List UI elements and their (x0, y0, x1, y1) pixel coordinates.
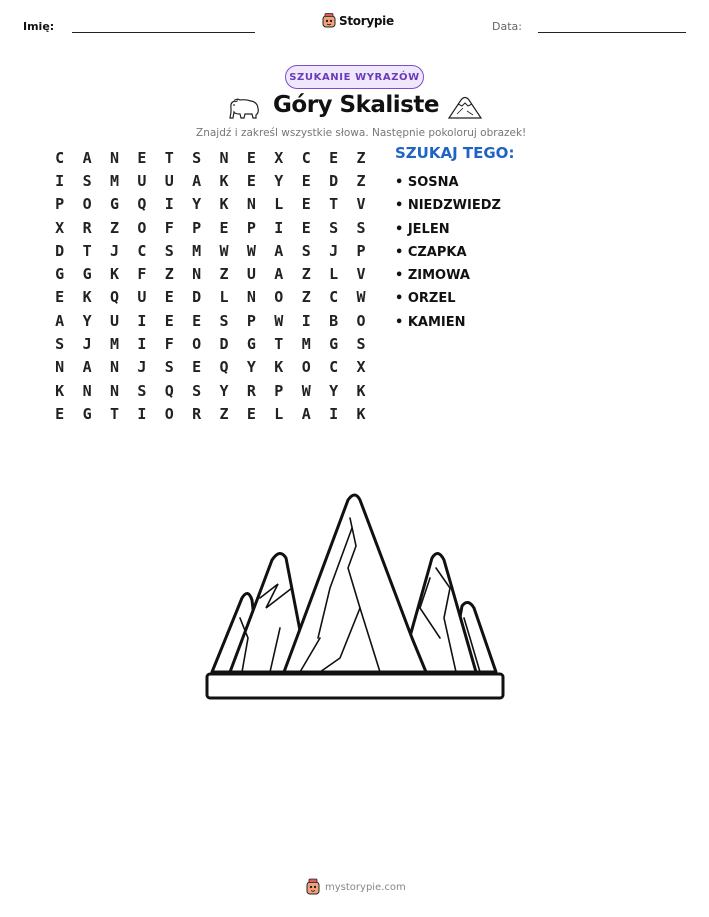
grid-cell: A (192, 171, 202, 190)
grid-cell: O (356, 311, 366, 330)
grid-cell: E (246, 171, 256, 190)
grid-cell: T (164, 148, 174, 167)
grid-cell: P (246, 218, 256, 237)
grid-row (46, 286, 376, 309)
grid-cell: U (246, 265, 256, 284)
grid-cell: E (301, 195, 311, 214)
grid-cell: W (246, 241, 256, 260)
word-list-item: • CZAPKA (395, 244, 467, 260)
grid-cell: U (109, 311, 119, 330)
grid-cell: P (192, 218, 202, 237)
grid-cell: L (274, 404, 284, 423)
grid-cell: O (82, 195, 92, 214)
grid-cell: P (356, 241, 366, 260)
storypie-logo-icon (322, 13, 336, 29)
grid-cell: F (164, 218, 174, 237)
grid-cell: N (109, 358, 119, 377)
activity-badge: SZUKANIE WYRAZÓW (285, 65, 424, 89)
grid-cell: C (329, 358, 339, 377)
grid-cell: E (192, 358, 202, 377)
grid-cell: R (192, 404, 202, 423)
date-field-line (538, 32, 686, 33)
grid-cell: K (55, 381, 65, 400)
name-label: Imię: (23, 20, 55, 33)
grid-cell: G (109, 195, 119, 214)
grid-cell: A (274, 241, 284, 260)
grid-cell: Y (82, 311, 92, 330)
grid-cell: R (82, 218, 92, 237)
grid-cell: E (137, 148, 147, 167)
grid-cell: A (274, 265, 284, 284)
grid-cell: T (274, 335, 284, 354)
grid-cell: S (329, 218, 339, 237)
brand-header (322, 13, 394, 29)
grid-cell: S (219, 311, 229, 330)
grid-cell: E (219, 218, 229, 237)
grid-cell: P (274, 381, 284, 400)
grid-cell: E (301, 171, 311, 190)
word-list-item: • ZIMOWA (395, 268, 470, 284)
grid-cell: K (109, 265, 119, 284)
grid-cell: X (55, 218, 65, 237)
grid-cell: N (55, 358, 65, 377)
grid-cell: I (301, 311, 311, 330)
grid-cell: Z (356, 148, 366, 167)
grid-cell: B (329, 311, 339, 330)
grid-cell: G (329, 335, 339, 354)
grid-cell: X (356, 358, 366, 377)
grid-cell: F (164, 335, 174, 354)
grid-cell: I (164, 195, 174, 214)
grid-cell: Q (109, 288, 119, 307)
grid-cell: K (219, 171, 229, 190)
grid-cell: S (82, 171, 92, 190)
grid-cell: I (137, 335, 147, 354)
polar-bear-icon (227, 94, 261, 120)
storypie-logo-icon (306, 878, 320, 896)
grid-cell: R (246, 381, 256, 400)
grid-row (46, 216, 376, 239)
word-list-item: • SOSNA (395, 175, 459, 190)
grid-cell: U (137, 288, 147, 307)
grid-cell: M (109, 171, 119, 190)
grid-row (46, 332, 376, 355)
grid-cell: Q (164, 381, 174, 400)
grid-cell: E (329, 148, 339, 167)
grid-cell: Z (301, 265, 311, 284)
grid-cell: K (219, 195, 229, 214)
grid-cell: L (274, 195, 284, 214)
mountain-icon (447, 93, 483, 121)
grid-cell: E (164, 311, 174, 330)
grid-cell: E (192, 311, 202, 330)
word-list-panel (395, 144, 595, 334)
grid-cell: L (219, 288, 229, 307)
grid-cell: Q (219, 358, 229, 377)
grid-cell: E (246, 148, 256, 167)
grid-cell: M (192, 241, 202, 260)
grid-cell: U (164, 171, 174, 190)
grid-cell: N (246, 195, 256, 214)
grid-cell: U (137, 171, 147, 190)
grid-cell: I (137, 404, 147, 423)
grid-cell: G (82, 404, 92, 423)
grid-cell: O (164, 404, 174, 423)
grid-cell: K (274, 358, 284, 377)
grid-row (46, 146, 376, 169)
grid-cell: D (219, 335, 229, 354)
grid-cell: Z (109, 218, 119, 237)
grid-cell: N (82, 381, 92, 400)
grid-cell: Z (219, 265, 229, 284)
grid-cell: M (109, 335, 119, 354)
grid-cell: T (329, 195, 339, 214)
title-row (0, 92, 709, 124)
word-list-heading: SZUKAJ TEGO: (395, 144, 515, 162)
grid-cell: C (301, 148, 311, 167)
grid-cell: Y (219, 381, 229, 400)
date-label: Data: (492, 20, 522, 33)
grid-cell: F (137, 265, 147, 284)
grid-cell: G (55, 265, 65, 284)
grid-cell: Z (164, 265, 174, 284)
grid-cell: T (109, 404, 119, 423)
grid-cell: K (356, 381, 366, 400)
word-list-item: • JELEN (395, 221, 450, 237)
grid-cell: N (109, 148, 119, 167)
grid-cell: P (55, 195, 65, 214)
grid-cell: O (192, 335, 202, 354)
grid-cell: S (164, 241, 174, 260)
grid-cell: W (219, 241, 229, 260)
grid-cell: J (329, 241, 339, 260)
grid-cell: N (246, 288, 256, 307)
grid-cell: E (55, 288, 65, 307)
grid-row (46, 169, 376, 192)
grid-cell: D (329, 171, 339, 190)
grid-cell: Q (137, 195, 147, 214)
grid-cell: Y (329, 381, 339, 400)
grid-cell: O (274, 288, 284, 307)
grid-cell: I (137, 311, 147, 330)
grid-cell: E (246, 404, 256, 423)
grid-cell: N (219, 148, 229, 167)
grid-cell: W (356, 288, 366, 307)
grid-cell: W (274, 311, 284, 330)
grid-cell: I (274, 218, 284, 237)
grid-row (46, 402, 376, 425)
grid-cell: T (82, 241, 92, 260)
grid-cell: Z (301, 288, 311, 307)
grid-row (46, 262, 376, 285)
grid-cell: A (82, 148, 92, 167)
grid-cell: S (55, 335, 65, 354)
grid-cell: C (55, 148, 65, 167)
grid-cell: C (329, 288, 339, 307)
grid-cell: L (329, 265, 339, 284)
grid-cell: S (137, 381, 147, 400)
grid-cell: O (137, 218, 147, 237)
grid-cell: C (137, 241, 147, 260)
grid-cell: Z (219, 404, 229, 423)
grid-cell: P (246, 311, 256, 330)
word-list-item: • NIEDZWIEDZ (395, 198, 501, 214)
grid-cell: V (356, 265, 366, 284)
grid-cell: A (82, 358, 92, 377)
grid-cell: E (55, 404, 65, 423)
grid-cell: S (164, 358, 174, 377)
brand-name: Storypie (339, 14, 394, 28)
grid-cell: Y (274, 171, 284, 190)
grid-cell: E (301, 218, 311, 237)
grid-cell: J (82, 335, 92, 354)
word-list-item: • ORZEL (395, 291, 456, 307)
grid-cell: S (356, 335, 366, 354)
grid-cell: J (137, 358, 147, 377)
grid-cell: D (192, 288, 202, 307)
grid-cell: Z (356, 171, 366, 190)
grid-cell: S (356, 218, 366, 237)
grid-cell: M (301, 335, 311, 354)
grid-cell: O (301, 358, 311, 377)
instructions-text: Znajdź i zakreśl wszystkie słowa. Następnie pokoloruj obrazek! (196, 127, 527, 139)
grid-cell: N (192, 265, 202, 284)
grid-cell: G (246, 335, 256, 354)
grid-cell: G (82, 265, 92, 284)
grid-cell: S (301, 241, 311, 260)
grid-cell: Y (246, 358, 256, 377)
word-search-grid (46, 146, 376, 426)
grid-cell: D (55, 241, 65, 260)
mountains-coloring-illustration (200, 488, 510, 703)
grid-row (46, 356, 376, 379)
footer-site: mystorypie.com (325, 881, 406, 893)
grid-cell: X (274, 148, 284, 167)
grid-cell: V (356, 195, 366, 214)
grid-row (46, 239, 376, 262)
name-field-line (72, 32, 255, 33)
grid-cell: W (301, 381, 311, 400)
grid-row (46, 309, 376, 332)
grid-cell: A (301, 404, 311, 423)
grid-row (46, 193, 376, 216)
grid-cell: I (55, 171, 65, 190)
grid-row (46, 379, 376, 402)
grid-cell: E (164, 288, 174, 307)
grid-cell: N (109, 381, 119, 400)
page-title: Góry Skaliste (273, 92, 439, 118)
grid-cell: Y (192, 195, 202, 214)
grid-cell: I (329, 404, 339, 423)
grid-cell: S (192, 381, 202, 400)
grid-cell: K (82, 288, 92, 307)
word-list-item: • KAMIEN (395, 314, 466, 330)
grid-cell: K (356, 404, 366, 423)
grid-cell: A (55, 311, 65, 330)
footer (306, 878, 406, 896)
grid-cell: S (192, 148, 202, 167)
worksheet-header (0, 0, 709, 50)
grid-cell: J (109, 241, 119, 260)
